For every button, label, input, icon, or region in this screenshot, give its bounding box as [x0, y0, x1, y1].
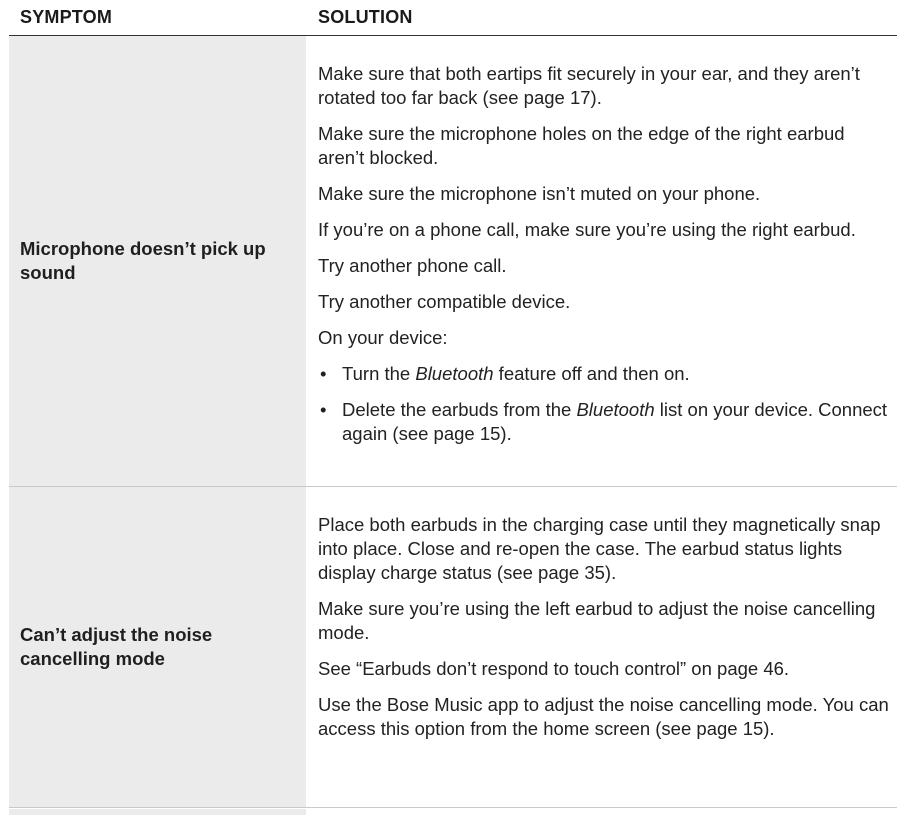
bullet-text: Delete the earbuds from the Bluetooth list on your device. Connect again (see page 15).	[342, 399, 888, 444]
solution-paragraph: Make sure the microphone isn’t muted on your phone.	[318, 183, 761, 204]
list-item	[318, 398, 889, 446]
solution-paragraph: Try another phone call.	[318, 255, 507, 276]
symptom-cell	[9, 36, 306, 486]
symptom-text: Microphone doesn’t pick up sound	[20, 238, 266, 283]
solution-paragraph: On your device:	[318, 327, 448, 348]
solution-paragraph: Make sure you’re using the left earbud to adjust the noise cancelling mode.	[318, 598, 876, 643]
bullet-icon: •	[320, 363, 327, 384]
solution-column-header: SOLUTION	[318, 7, 413, 27]
symptom-column-header: SYMPTOM	[20, 7, 113, 27]
table-row	[9, 36, 897, 487]
solution-paragraph: Make sure that both eartips fit securely in your ear, and they aren’t rotated too far back (see page 17).	[318, 63, 860, 108]
bullet-icon: •	[320, 399, 327, 420]
table-row	[9, 487, 897, 808]
solution-paragraph: Place both earbuds in the charging case until they magnetically snap into place. Close and re-open the case. The earbud status lights display charge status (see page 35).	[318, 514, 881, 583]
solution-cell	[306, 36, 897, 486]
solution-paragraph: See “Earbuds don’t respond to touch control” on page 46.	[318, 658, 790, 679]
solution-paragraph: Make sure the microphone holes on the edge of the right earbud aren’t blocked.	[318, 123, 845, 168]
symptom-text: Can’t adjust the noise cancelling mode	[20, 624, 213, 669]
table-header	[9, 0, 897, 36]
next-row-symptom-strip	[9, 809, 306, 815]
solution-paragraph: If you’re on a phone call, make sure you’re using the right earbud.	[318, 219, 856, 240]
list-item	[318, 362, 889, 386]
solution-paragraph: Try another compatible device.	[318, 291, 571, 312]
bullet-text: Turn the Bluetooth feature off and then on.	[342, 363, 690, 384]
troubleshooting-table	[9, 0, 897, 808]
solution-paragraph: Use the Bose Music app to adjust the noise cancelling mode. You can access this option from the home screen (see page 15).	[318, 694, 889, 739]
symptom-cell	[9, 487, 306, 807]
solution-cell	[306, 487, 897, 807]
